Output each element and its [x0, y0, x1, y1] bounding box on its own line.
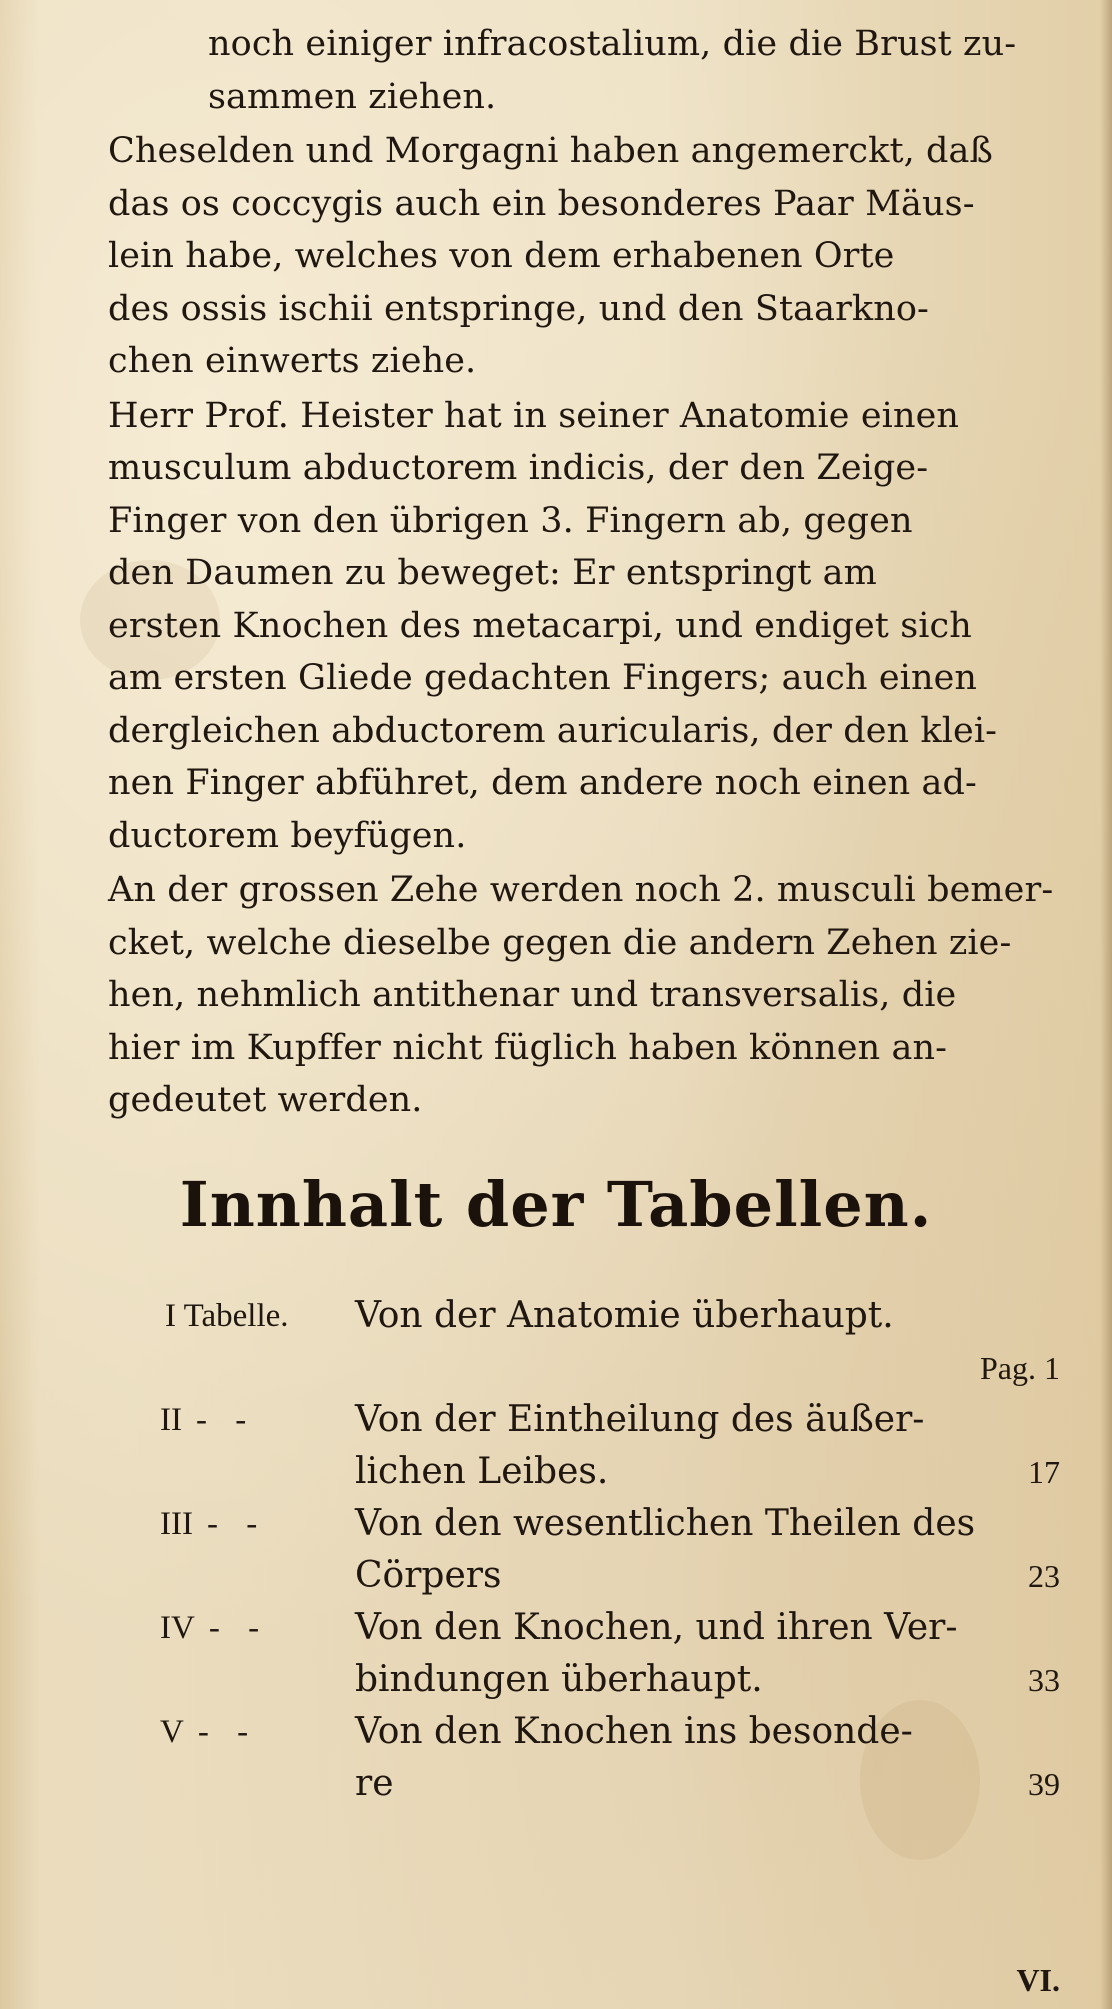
body-text: [108, 18, 1068, 1127]
text-line: des ossis ischii entspringe, und den Staarkno-: [108, 288, 929, 329]
paragraph-1: [108, 18, 1068, 123]
toc-title-line: re: [355, 1763, 394, 1804]
toc-page: Pag. 1: [980, 1350, 1060, 1386]
section-title: Innhalt der Tabellen.: [179, 1168, 933, 1241]
toc-page: 39: [1028, 1766, 1060, 1802]
toc-title-line: Von den wesentlichen Theilen des: [355, 1503, 976, 1544]
text-line: den Daumen zu beweget: Er entspringt am: [108, 553, 877, 593]
text-line: Herr Prof. Heister hat in seiner Anatomie einen: [108, 395, 960, 436]
text-line: chen einwerts ziehe.: [108, 341, 477, 381]
text-line: hier im Kupffer nicht füglich haben können an-: [108, 1027, 948, 1068]
toc-numeral: IV: [160, 1610, 195, 1646]
toc-title: [355, 1602, 1055, 1706]
toc-number: [160, 1602, 310, 1654]
toc-entry: [150, 1498, 1070, 1602]
toc-dashes: - -: [197, 1714, 259, 1750]
text-line: musculum abductorem indicis, der den Zeige-: [108, 448, 929, 488]
toc-page: 17: [1028, 1454, 1060, 1490]
text-line: Finger von den übrigen 3. Fingern ab, gegen: [108, 500, 913, 541]
page-edge-shadow: [1100, 0, 1112, 2009]
toc-entry: [150, 1394, 1070, 1498]
toc-title: [355, 1706, 1055, 1810]
toc-title-line: Cörpers: [355, 1555, 502, 1596]
toc-numeral: III: [160, 1506, 193, 1542]
toc-title-line: Von den Knochen, und ihren Ver-: [355, 1607, 958, 1648]
toc-entry: [150, 1706, 1070, 1810]
table-of-contents: [150, 1290, 1070, 1810]
text-line: dergleichen abductorem auricularis, der den klei-: [108, 710, 998, 751]
toc-number: [160, 1394, 310, 1446]
toc-number: I Tabelle.: [165, 1298, 289, 1334]
text-line: cket, welche dieselbe gegen die andern Zehen zie-: [108, 922, 1012, 963]
toc-title: [355, 1498, 1055, 1602]
text-line: An der grossen Zehe werden noch 2. musculi bemer-: [108, 870, 1054, 910]
toc-number: [160, 1706, 310, 1758]
toc-title-line: Von der Anatomie überhaupt.: [355, 1295, 894, 1336]
toc-page: 23: [1028, 1558, 1060, 1594]
toc-numeral: V: [160, 1714, 184, 1750]
toc-title-line: bindungen überhaupt.: [355, 1659, 763, 1700]
toc-page: 33: [1028, 1662, 1060, 1698]
text-line: sammen ziehen.: [208, 76, 497, 117]
toc-title: [355, 1290, 1055, 1342]
text-line: das os coccygis auch ein besonderes Paar Mäus-: [108, 183, 975, 224]
text-line: lein habe, welches von dem erhabenen Orte: [108, 236, 895, 276]
toc-title-line: Von der Eintheilung des äußer-: [355, 1399, 925, 1440]
toc-title-line: Von den Knochen ins besonde-: [355, 1711, 913, 1752]
toc-title-line: lichen Leibes.: [355, 1451, 609, 1492]
text-line: Cheselden und Morgagni haben angemerckt, daß: [108, 131, 994, 171]
catchword: VI.: [1016, 1962, 1060, 1998]
paragraph-2: [108, 125, 1068, 388]
text-line: hen, nehmlich antithenar und transversalis, die: [108, 975, 957, 1015]
text-line: nen Finger abführet, dem andere noch einen ad-: [108, 763, 977, 803]
paragraph-3: [108, 390, 1068, 863]
text-line: noch einiger infracostalium, die die Brust zu-: [208, 24, 1017, 64]
text-line: ductorem beyfügen.: [108, 815, 467, 856]
toc-entry: [150, 1602, 1070, 1706]
paragraph-4: [108, 864, 1068, 1127]
text-line: am ersten Gliede gedachten Fingers; auch einen: [108, 658, 978, 698]
toc-number: [160, 1498, 310, 1550]
toc-dashes: - -: [195, 1402, 257, 1438]
text-line: ersten Knochen des metacarpi, und endiget sich: [108, 605, 972, 646]
toc-dashes: - -: [208, 1610, 270, 1646]
toc-numeral: II: [160, 1402, 182, 1438]
toc-title: [355, 1394, 1055, 1498]
toc-entry: [150, 1290, 1070, 1394]
text-line: gedeutet werden.: [108, 1080, 423, 1120]
toc-dashes: - -: [206, 1506, 268, 1542]
